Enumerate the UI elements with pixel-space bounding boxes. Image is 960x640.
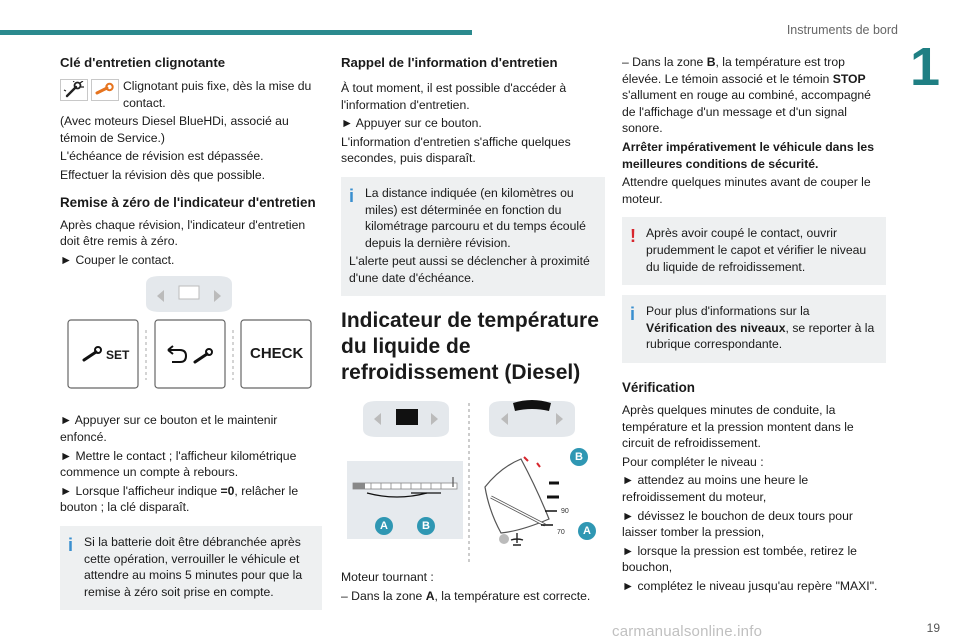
gauge-label-b-right: B: [570, 448, 588, 466]
step-ignition-on: ► Mettre le contact ; l'afficheur kilométrique commence un compte à rebours.: [60, 448, 297, 480]
watermark: carmanualsonline.info: [612, 623, 763, 640]
info-note-battery: i Si la batterie doit être débranchée après cette opération, verrouiller le véhicule et attendre au moins 5 minutes pour que la remise à zéro soit prise en compte.: [60, 526, 322, 610]
gauge-label-a-right: A: [578, 522, 596, 540]
chapter-number: 1: [909, 37, 940, 97]
heading-coolant-temperature: Indicateur de température du liquide de refroidissement (Diesel): [341, 309, 599, 384]
header-accent-bar: [0, 30, 472, 35]
info-note-distance: i La distance indiquée (en kilomètres ou miles) est déterminée en fonction du kilométrage parcouru et du temps écoulé depuis la dernière révision. L'alerte peut aussi se déclencher à proximité d'une date d'échéance.: [341, 177, 605, 297]
indicator-dot-icon: [499, 534, 509, 544]
step-fill-to-maxi: ► complétez le niveau jusqu'au repère "MAXI".: [622, 579, 878, 593]
service-icons: [60, 79, 119, 101]
info-note-levels: i Pour plus d'informations sur la Vérification des niveaux, se reporter à la rubrique correspondante.: [622, 295, 886, 363]
coolant-temp-icon: [511, 533, 523, 545]
page-number: 19: [926, 621, 940, 635]
check-button: CHECK: [250, 345, 304, 363]
gauge-tick-90: 90: [561, 508, 569, 516]
step-ignition-off: ► Couper le contact.: [60, 252, 175, 267]
step-hold-button: ► Appuyer sur ce bouton et le maintenir enfoncé.: [60, 413, 278, 445]
paragraph-to-top-up: Pour compléter le niveau :: [622, 454, 764, 469]
step-press-button: ► Appuyer sur ce bouton.: [341, 116, 482, 131]
gauge-label-a-left: A: [375, 517, 393, 535]
section-title: Instruments de bord: [786, 23, 898, 37]
heading-flashing-key: Clé d'entretien clignotante: [60, 55, 226, 70]
paragraph-temp-rises: Après quelques minutes de conduite, la température et la pression montent dans le circuit de refroidissement.: [622, 403, 854, 451]
paragraph-bluehdi: (Avec moteurs Diesel BlueHDi, associé au témoin de Service.): [60, 114, 289, 145]
paragraph-overdue: L'échéance de révision est dépassée.: [60, 149, 264, 164]
zone-a-description: – Dans la zone A, la température est correcte.: [341, 588, 591, 603]
warning-exclamation-icon: !: [630, 226, 636, 247]
step-wait-cool: ► attendez au moins une heure le refroidissement du moteur,: [622, 473, 809, 505]
info-icon: i: [68, 535, 74, 556]
paragraph-access-info: À tout moment, il est possible d'accéder à l'information d'entretien.: [341, 80, 567, 112]
heading-verification: Vérification: [622, 379, 695, 395]
paragraph-info-displayed: L'information d'entretien s'affiche quelques secondes, puis disparaît.: [341, 134, 571, 166]
column-middle: [341, 54, 605, 607]
service-icons-block: [60, 78, 322, 113]
warning-note-coolant: ! Après avoir coupé le contact, ouvrir prudemment le capot et vérifier le niveau du liquide de refroidissement.: [622, 217, 886, 285]
zone-b-description: – Dans la zone B, la température est trop élevée. Le témoin associé et le témoin STOP s'allument en rouge au combiné, accompagné de l'affichage d'un message et d'un signal sonore.: [622, 55, 871, 136]
column-left: [60, 54, 322, 620]
caption-engine-running: Moteur tournant :: [341, 570, 434, 585]
heading-service-reminder: Rappel de l'information d'entretien: [341, 55, 558, 70]
service-wrench-orange-icon: [91, 79, 119, 101]
set-button: SET: [106, 348, 130, 363]
stop-vehicle-warning: Arrêter impérativement le véhicule dans les meilleures conditions de sécurité.: [622, 139, 874, 171]
heading-reset-indicator: Remise à zéro de l'indicateur d'entretien: [60, 194, 316, 210]
gauge-label-b-left: B: [417, 517, 435, 535]
paragraph-do-service: Effectuer la révision dès que possible.: [60, 167, 266, 182]
button-illustration: [60, 274, 322, 406]
step-release: ► Lorsque l'afficheur indique =0, relâcher le bouton ; la clé disparaît.: [60, 483, 299, 515]
coolant-gauge-illustration: [341, 397, 605, 567]
icon-description: Clignotant puis fixe, dès la mise du contact.: [123, 78, 312, 110]
info-icon: i: [349, 185, 355, 206]
gauge-tick-70: 70: [557, 529, 565, 537]
paragraph-reset-required: Après chaque révision, l'indicateur d'entretien doit être remis à zéro.: [60, 217, 306, 249]
column-right: [622, 54, 886, 597]
paragraph-wait: Attendre quelques minutes avant de couper le moteur.: [622, 175, 871, 206]
step-remove-cap: ► lorsque la pression est tombée, retirez le bouchon,: [622, 543, 857, 575]
info-icon: i: [630, 304, 636, 325]
service-wrench-flash-icon: [60, 79, 88, 101]
step-unscrew-cap: ► dévissez le bouchon de deux tours pour laisser tomber la pression,: [622, 508, 853, 540]
